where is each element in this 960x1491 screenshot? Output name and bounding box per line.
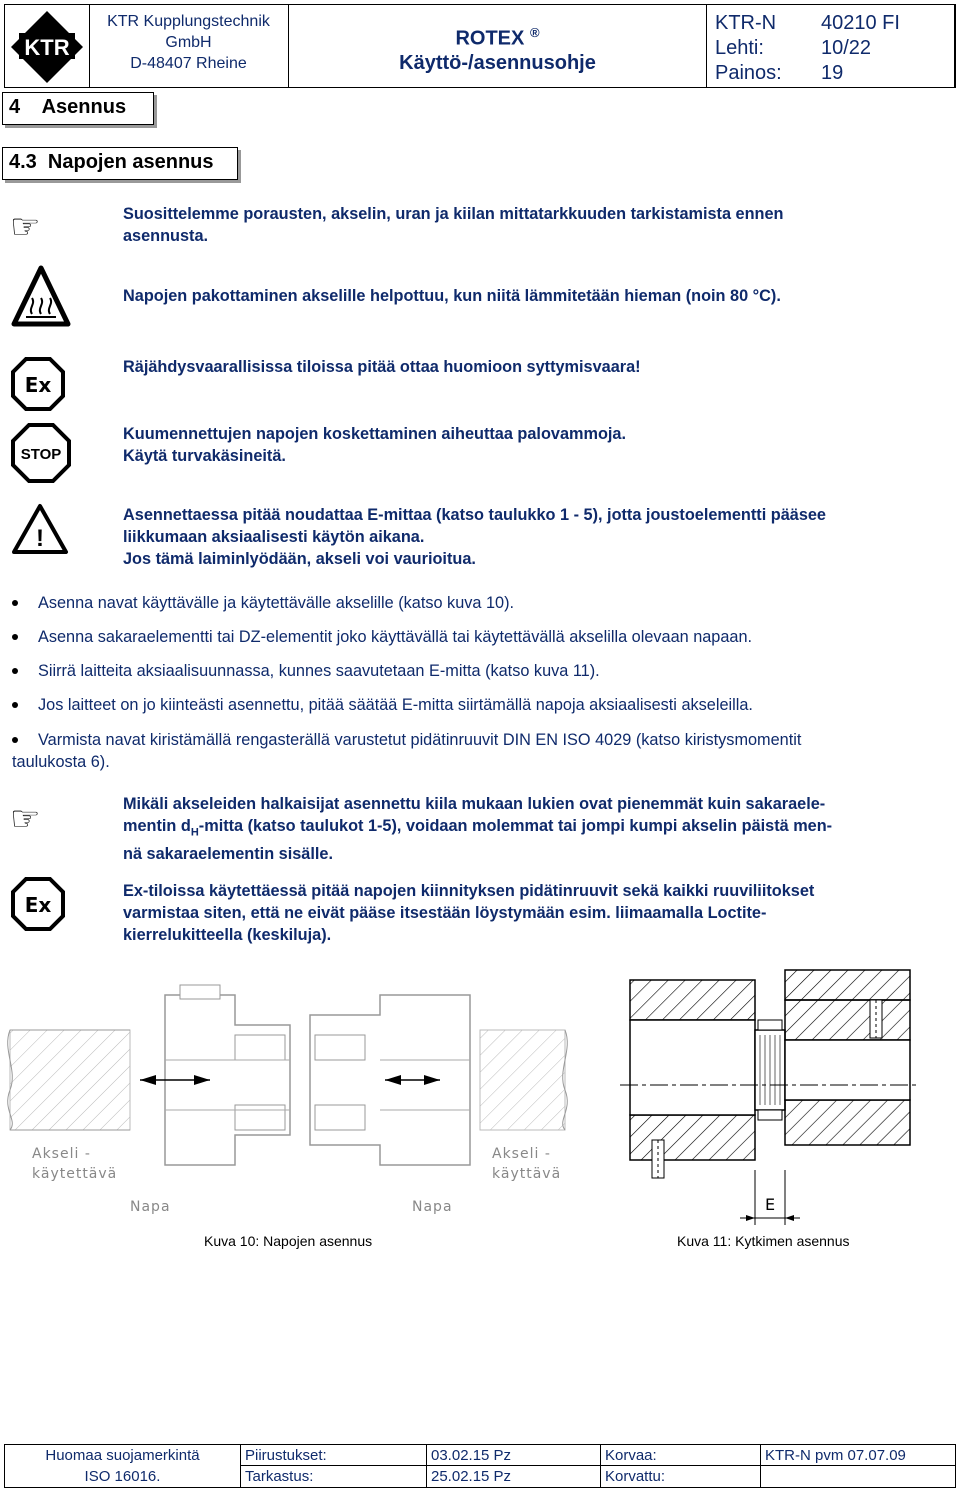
protection-note-line1: Huomaa suojamerkintä <box>45 1447 200 1464</box>
document-subtitle: Käyttö-/asennusohje <box>399 51 596 74</box>
figure-hub-mounting <box>0 975 590 1225</box>
label-shaft-driven: Akseli - <box>32 1146 91 1162</box>
explosion-hazard-icon <box>10 356 66 412</box>
product-name: ROTEX <box>455 27 525 50</box>
replaces-label-cell <box>601 1445 761 1487</box>
note-recommendation: Suosittelemme porausten, akselin, uran ja kiilan mittatarkkuuden tarkistamista ennen asennusta. <box>123 205 784 245</box>
svg-text:KTR: KTR <box>24 35 70 60</box>
bullet-item: Siirrä laitteita aksiaalisuunnassa, kunnes saavutetaan E-mitta (katso kuva 11). <box>12 660 942 682</box>
note-ignition-hazard: Räjähdysvaarallisissa tiloissa pitää ottaa huomioon syttymisvaara! <box>123 358 641 376</box>
page-header <box>4 4 956 88</box>
pointing-hand-icon: ☞ <box>10 208 41 246</box>
e-dimension <box>740 1170 800 1225</box>
document-info <box>707 5 955 87</box>
doc-number-label: KTR-N <box>715 12 777 34</box>
page-footer <box>4 1444 956 1488</box>
ktr-logo <box>5 5 89 87</box>
doc-number: 40210 FI <box>821 12 900 34</box>
company-name: KTR Kupplungstechnik <box>107 13 270 30</box>
coupling-left-hub <box>630 980 755 1178</box>
replaces-value: KTR-N pvm 07.07.09 <box>761 1445 955 1466</box>
note-ex-locking: Ex-tiloissa käytettäessä pitää napojen kiinnityksen pidätinruuvit sekä kaikki ruuviliitokset varmistaa siten, että ne eivät pääse itsestään löystymään esim. liimaamalla Loctite- kierrelukitteella (keskiluja). <box>123 882 815 944</box>
note-heating: Napojen pakottaminen akselille helpottuu, kun niitä lämmitetään hieman (noin 80 °C). <box>123 287 781 305</box>
replaces-label: Korvaa: <box>601 1445 760 1466</box>
svg-text:!: ! <box>36 525 44 552</box>
warning-triangle-icon <box>10 502 70 556</box>
drawn-value: 03.02.15 Pz <box>427 1445 600 1466</box>
note-burn-hazard: Kuumennettujen napojen koskettaminen aiheuttaa palovammoja. Käytä turvakäsineitä. <box>123 425 627 465</box>
coupling-spider <box>755 1020 785 1120</box>
pointing-hand-icon: ☞ <box>10 800 41 838</box>
caption-figure-10: Kuva 10: Napojen asennus <box>204 1233 373 1249</box>
left-hub <box>140 985 290 1165</box>
label-hub-right: Napa <box>412 1199 453 1215</box>
drawn-value-cell <box>427 1445 601 1487</box>
label-shaft-driven-2: käytettävä <box>32 1166 118 1182</box>
bullet-item: Varmista navat kiristämällä rengasterällä varustetut pidätinruuvit DIN EN ISO 4029 (katso kiristysmomentit taulukosta 6). <box>12 731 802 771</box>
svg-text:STOP: STOP <box>20 446 62 463</box>
checked-value: 25.02.15 Pz <box>431 1468 512 1485</box>
company-city: D-48407 Rheine <box>130 55 247 72</box>
explosion-hazard-icon <box>10 876 66 932</box>
svg-text:Ex: Ex <box>24 373 52 397</box>
bullet-item: Asenna sakaraelementti tai DZ-elementit joko käyttävällä tai käytettävällä akselilla olevaan napaan. <box>12 626 942 648</box>
section-heading: 4 Asennus <box>2 92 154 125</box>
label-shaft-driving-2: käyttävä <box>492 1166 562 1182</box>
figure-coupling-mounting <box>620 960 920 1225</box>
checked-label: Tarkastus: <box>245 1468 314 1485</box>
right-shaft <box>480 1030 567 1130</box>
replaced-by-label: Korvattu: <box>605 1468 666 1485</box>
drawn-label: Piirustukset: <box>241 1445 426 1466</box>
svg-text:E: E <box>764 1195 776 1214</box>
drawn-label-cell <box>241 1445 427 1487</box>
svg-text:Ex: Ex <box>24 893 52 917</box>
company-form: GmbH <box>165 34 212 51</box>
caption-figure-11: Kuva 11: Kytkimen asennus <box>677 1233 850 1249</box>
company-address <box>89 5 289 87</box>
note-e-dimension: Asennettaessa pitää noudattaa E-mittaa (katso taulukko 1 - 5), jotta joustoelementti pääsee liikkumaan aksiaalisesti käytön aikana. Jos tämä laiminlyödään, akseli voi vaurioitua. <box>123 506 826 568</box>
logo-cell <box>5 5 90 87</box>
replaces-value-cell <box>761 1445 955 1487</box>
note-shaft-diameter: Mikäli akseleiden halkaisijat asennettu kiila mukaan lukien ovat pienemmät kuin sakaraele- mentin $d_H$-mitta (katso taulukot 1-5), voidaan molemmat tai jompi kumpi akselin päistä men- nä sakaraelementin sisälle. <box>123 795 833 864</box>
edition-value: 19 <box>821 62 844 84</box>
protection-note-line2: ISO 16016. <box>84 1468 161 1485</box>
bullet-item: Asenna navat käyttävälle ja käytettävälle akselille (katso kuva 10). <box>12 592 942 614</box>
label-hub-left: Napa <box>130 1199 171 1215</box>
right-hub <box>310 995 470 1165</box>
sheet-label: Lehti: <box>715 37 764 59</box>
hot-surface-warning-icon <box>10 264 72 334</box>
replaced-by-value <box>761 1466 955 1487</box>
protection-note <box>5 1445 241 1487</box>
registered-mark: ® <box>529 25 540 40</box>
subsection-heading: 4.3 Napojen asennus <box>2 147 238 180</box>
coupling-right-hub <box>785 970 910 1145</box>
product-title <box>289 5 707 87</box>
stop-sign-icon <box>10 422 72 484</box>
left-shaft <box>8 1030 130 1130</box>
label-shaft-driving: Akseli - <box>492 1146 551 1162</box>
edition-label: Painos: <box>715 62 782 84</box>
sheet-value: 10/22 <box>821 37 872 59</box>
bullet-item: Jos laitteet on jo kiinteästi asennettu, pitää säätää E-mitta siirtämällä napoja aksiaalisesti akseleilla. <box>12 694 942 716</box>
